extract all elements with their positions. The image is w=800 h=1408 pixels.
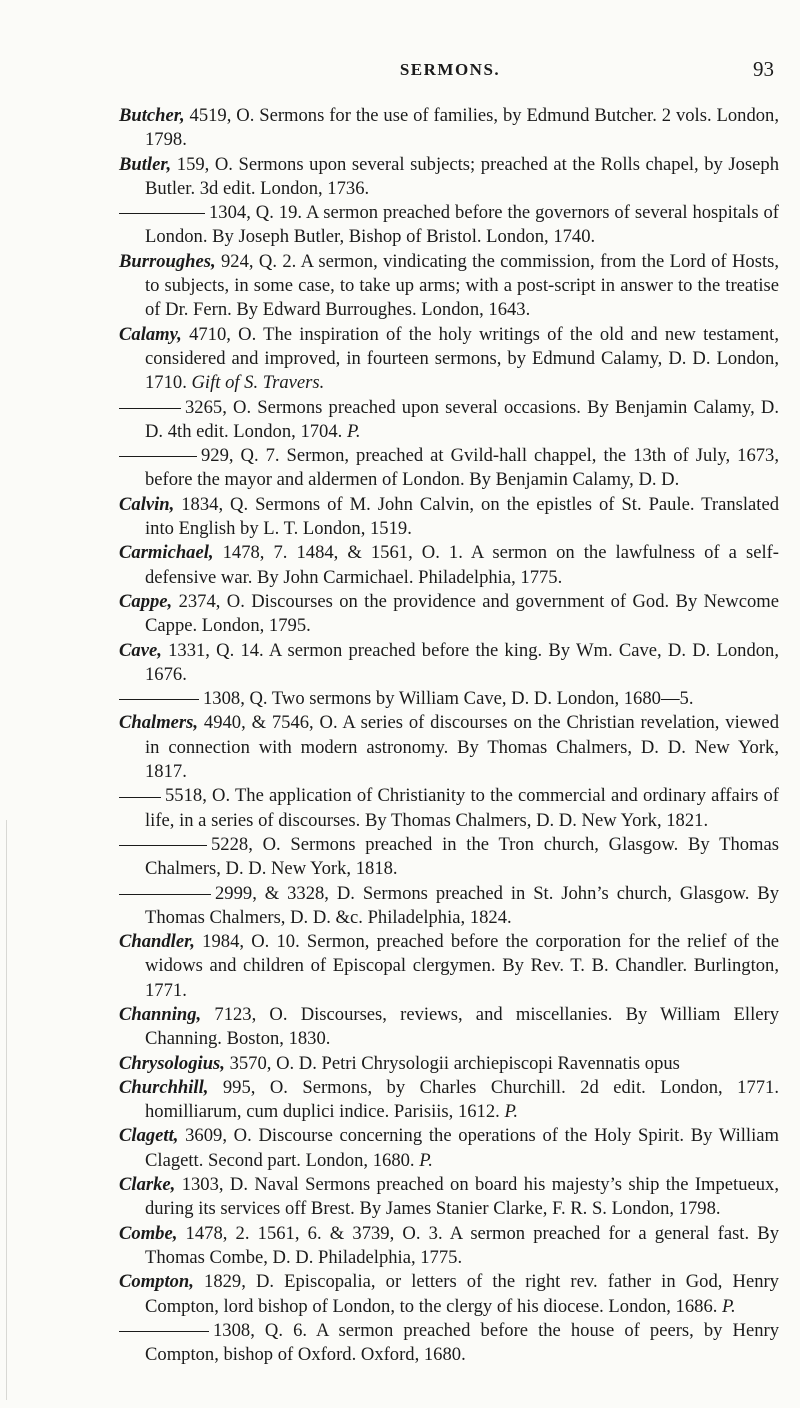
entry-text: 1478, 7. 1484, & 1561, O. 1. A sermon on the lawfulness of a self-defensive war. By John Carmichael. Philadelphia, 1775. [145,542,779,588]
entry-text: 1303, D. Naval Sermons preached on board his majesty’s ship the Impetueux, during its services off Brest. By James Stanier Clarke, F. R. S. London, 1798. [145,1174,779,1220]
entry-author: Butcher, [119,105,185,126]
entry-text: 5228, O. Sermons preached in the Tron church, Glasgow. By Thomas Chalmers, D. D. New York, 1818. [145,833,779,880]
catalog-entry [119,493,779,542]
entry-author: Chandler, [119,931,195,953]
entry-author: Churchhill, [119,1076,209,1098]
entry-note: P. [346,420,361,442]
gutter-line [6,820,7,1400]
page-number: 93 [753,57,774,81]
ditto-dash [119,1331,209,1332]
catalog-entry [119,1319,779,1368]
entry-author: Clagett, [119,1125,179,1147]
ditto-dash [119,456,197,457]
entry-author: Cappe, [119,590,173,612]
catalog-entry [119,1052,779,1076]
catalog-entry [119,833,779,882]
catalog-entry [119,590,779,639]
entry-text: 1834, Q. Sermons of M. John Calvin, on the epistles of St. Paule. Translated into English by L. T. London, 1519. [145,493,779,540]
catalog-entry [119,153,779,202]
entry-author: Calamy, [119,323,182,345]
entry-note: P. [419,1149,433,1171]
entry-text: 159, O. Sermons upon several subjects; preached at the Rolls chapel, by Joseph Butler. 3d edit. London, 1736. [145,153,779,199]
entry-author: Compton, [119,1271,194,1293]
ditto-dash [119,797,161,798]
running-head: SERMONS. [399,60,501,79]
entry-text: 3609, O. Discourse concerning the operations of the Holy Spirit. By William Clagett. Second part. London, 1680. [145,1125,779,1171]
ditto-dash [119,894,211,895]
catalog-entry [119,250,779,323]
entry-text: 5518, O. The application of Christianity to the commercial and ordinary affairs of life, in a series of discourses. By Thomas Chalmers, D. D. New York, 1821. [145,785,779,831]
entry-text: 929, Q. 7. Sermon, preached at Gvild-hall chappel, the 13th of July, 1673, before the mayor and aldermen of London. By Benjamin Calamy, D. D. [145,445,779,491]
catalog-entry [119,1222,779,1271]
ditto-dash [119,699,199,700]
catalog-entry [119,1076,779,1125]
entry-text: 1478, 2. 1561, 6. & 3739, O. 3. A sermon preached for a general fast. By Thomas Combe, D. D. Philadelphia, 1775. [145,1222,779,1268]
catalog-entry [119,882,779,931]
ditto-dash [119,845,207,846]
entry-text: 4710, O. The inspiration of the holy writings of the old and new testament, considered and improved, in fourteen sermons, by Edmund Calamy, D. D. London, 1710. [145,323,779,394]
ditto-dash [119,408,181,409]
catalog-entry [119,687,779,711]
catalog-entry [119,444,779,493]
catalog-entry [119,1173,779,1222]
entry-text: 4519, O. Sermons for the use of families, by Edmund Butcher. 2 vols. London, 1798. [145,105,779,151]
entry-text: 3570, O. D. Petri Chrysologii archiepiscopi Ravennatis opus [229,1052,680,1074]
entry-author: Chalmers, [119,712,199,734]
entry-text: 7123, O. Discourses, reviews, and miscellanies. By William Ellery Channing. Boston, 1830. [145,1003,779,1050]
entry-note: P. [504,1101,519,1123]
entry-text: 1984, O. 10. Sermon, preached before the corporation for the relief of the widows and children of Episcopal clergymen. By Rev. T. B. Chandler. Burlington, 1771. [145,931,779,1001]
entry-text: 1304, Q. 19. A sermon preached before the governors of several hospitals of London. By Joseph Butler, Bishop of Bristol. London, 1740. [145,202,779,248]
entry-note: P. [722,1295,736,1317]
entry-text: 1308, Q. Two sermons by William Cave, D. D. London, 1680—5. [203,688,694,710]
catalog-entry [119,104,779,153]
entry-note: Gift of S. Travers. [191,372,325,394]
catalog-entry [119,201,779,250]
entry-author: Carmichael, [119,542,214,564]
entry-text: 2374, O. Discourses on the providence and government of God. By Newcome Cappe. London, 1795. [145,590,779,637]
entry-text: 924, Q. 2. A sermon, vindicating the commission, from the Lord of Hosts, to subjects, in some case, to take up arms; with a post-script in answer to the treatise of Dr. Fern. By Edward Burroughes. London, 1643. [145,250,779,321]
entry-text: 4940, & 7546, O. A series of discourses on the Christian revelation, viewed in connection with modern astronomy. By Thomas Chalmers, D. D. New York, 1817. [145,712,779,783]
entry-text: 1331, Q. 14. A sermon preached before the king. By Wm. Cave, D. D. London, 1676. [145,639,779,685]
entry-author: Cave, [119,639,162,661]
entry-text: 995, O. Sermons, by Charles Churchill. 2d edit. London, 1771. homilliarum, cum duplici indice. Parisiis, 1612. [145,1076,779,1123]
entry-text: 1829, D. Episcopalia, or letters of the right rev. father in God, Henry Compton, lord bishop of London, to the clergy of his diocese. London, 1686. [145,1271,779,1317]
catalog-entry [119,784,779,833]
page-header [126,57,774,88]
catalog-entry [119,930,779,1003]
entry-text: 2999, & 3328, D. Sermons preached in St. John’s church, Glasgow. By Thomas Chalmers, D. D. &c. Philadelphia, 1824. [145,882,779,928]
entry-text: 1308, Q. 6. A sermon preached before the house of peers, by Henry Compton, bishop of Oxford. Oxford, 1680. [145,1319,779,1366]
catalog-entry [119,711,779,784]
entry-author: Burroughes, [119,250,216,272]
catalog-entries [119,104,779,1367]
entry-author: Channing, [119,1003,202,1025]
entry-author: Chrysologius, [119,1052,225,1074]
entry-author: Calvin, [119,493,175,515]
ditto-dash [119,213,205,214]
catalog-entry [119,1270,779,1319]
catalog-entry [119,1124,779,1173]
entry-author: Combe, [119,1222,178,1244]
entry-author: Butler, [119,153,172,175]
entry-author: Clarke, [119,1174,176,1196]
catalog-entry [119,1003,779,1052]
catalog-entry [119,396,779,445]
catalog-entry [119,541,779,590]
entry-text: 3265, O. Sermons preached upon several occasions. By Benjamin Calamy, D. D. 4th edit. London, 1704. [145,396,779,442]
catalog-entry [119,639,779,688]
catalog-entry [119,323,779,396]
